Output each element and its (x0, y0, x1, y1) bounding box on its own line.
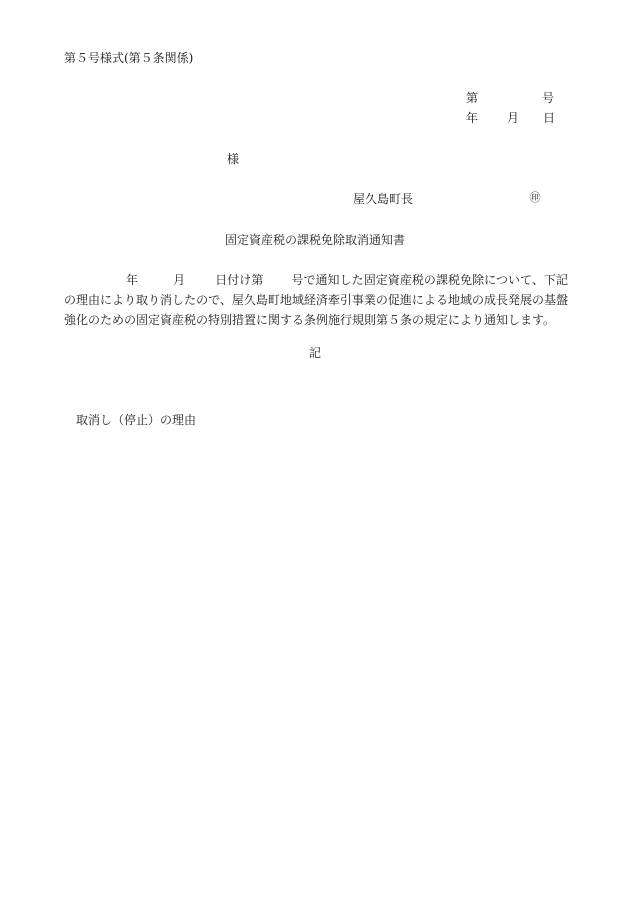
body-text-rest: 号で通知した固定資産税の課税免除について、下記の理由により取り消したので、屋久島町地域経済牽引事業の促進による地域の成長発展の基盤強化のための固定資産税の特別措置に関する条例施行規則第５条の規定により通知します。 (64, 273, 568, 327)
body-dated-number: 日付け第 (215, 273, 264, 287)
body-first-line (64, 273, 291, 287)
seal-mark-icon: ㊞ (529, 191, 541, 204)
form-number: 第５号様式(第５条関係) (64, 51, 194, 65)
issuer-title: 屋久島町長 (353, 192, 414, 206)
number-prefix: 第 (466, 91, 479, 105)
body-month-label: 月 (173, 273, 186, 287)
body-year-label: 年 (126, 273, 139, 287)
ki-heading: 記 (308, 346, 321, 360)
reason-label: 取消し（停止）の理由 (76, 413, 197, 427)
body-paragraph (64, 270, 568, 330)
document-title: 固定資産税の課税免除取消通知書 (224, 233, 405, 247)
date-year-label: 年 (466, 111, 479, 125)
number-suffix: 号 (542, 91, 555, 105)
date-month-label: 月 (507, 111, 520, 125)
addressee-suffix: 様 (227, 152, 240, 166)
date-day-label: 日 (543, 111, 556, 125)
